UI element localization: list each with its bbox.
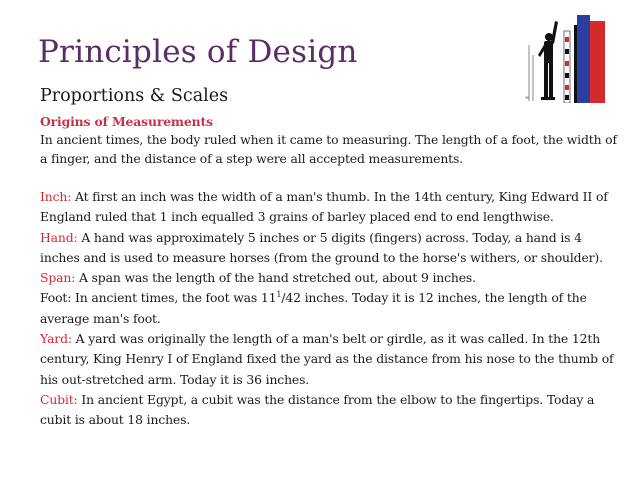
entry-cubit <box>40 390 620 431</box>
entry-hand <box>40 228 620 269</box>
term-span: Span: <box>40 270 76 286</box>
entry-span <box>40 268 620 288</box>
definition-inch: At first an inch was the width of a man's thumb. In the 14th century, King Edward II of England ruled that 1 inch equalled 3 grains of barley placed end to end lengthwise. <box>40 189 608 225</box>
slide-subtitle: Proportions & Scales <box>40 86 229 106</box>
svg-text:≈: ≈ <box>525 95 530 101</box>
term-hand: Hand: <box>40 229 78 245</box>
term-cubit: Cubit: <box>40 391 78 407</box>
section-heading: Origins of Measurements <box>40 114 213 129</box>
slide-title: Principles of Design <box>38 34 358 70</box>
definition-cubit: In ancient Egypt, a cubit was the distance from the elbow to the fingertips. Today a cubit is about 18 inches. <box>40 391 595 428</box>
term-inch: Inch: <box>40 189 72 204</box>
term-yard: Yard: <box>40 331 72 347</box>
definition-foot-end: /42 inches. Today it is 12 inches, the length of the average man's foot. <box>40 290 587 326</box>
definition-foot-start: Foot: In ancient times, the foot was 11 <box>40 290 277 306</box>
entry-inch <box>40 187 620 228</box>
section-intro: In ancient times, the body ruled when it came to measuring. The length of a foot, the width of a finger, and the distance of a step were all accepted measurements. <box>40 132 617 166</box>
definition-hand: A hand was approximately 5 inches or 5 digits (fingers) across. Today, a hand is 4 inches and is used to measure horses (from the ground to the horse's withers, or shoulder). <box>40 229 603 265</box>
entry-yard <box>40 329 620 390</box>
entry-foot <box>40 288 620 329</box>
modulor-illustration <box>511 15 613 103</box>
definition-yard: A yard was originally the length of a man's belt or girdle, as it was called. In the 12th century, King Henry I of England fixed the yard as the distance from his nose to the thumb of his out-stretched arm. Today it is 36 inches. <box>40 331 614 387</box>
definition-span: A span was the length of the hand stretched out, about 9 inches. <box>75 270 476 286</box>
slide-content <box>40 113 620 431</box>
foot-superscript: 1 <box>276 290 282 300</box>
